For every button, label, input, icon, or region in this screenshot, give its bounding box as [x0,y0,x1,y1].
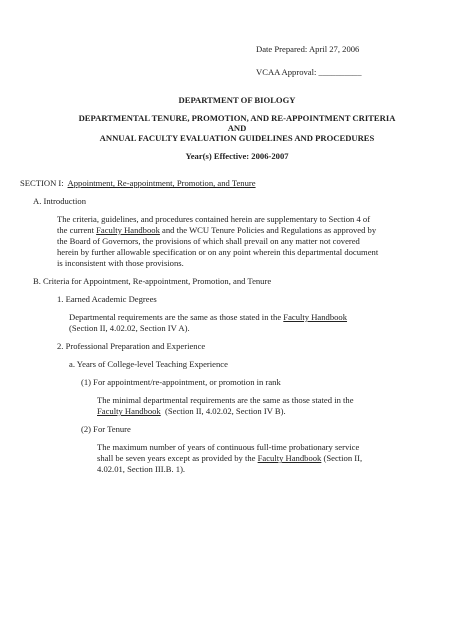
degrees-para-line2: (Section II, 4.02.02, Section IV A). [69,323,190,333]
tenure-text: (Section II, [321,453,363,463]
criteria-heading: B. Criteria for Appointment, Re-appointment, Promotion, and Tenure [33,276,272,286]
intro-para-line5: is inconsistent with those provisions. [57,258,184,268]
appointment-para-line2 [97,406,286,417]
faculty-handbook-ref: Faculty Handbook [283,312,348,322]
section-label: SECTION I: [20,178,68,188]
appointment-text: (Section II, 4.02.02, Section IV B). [160,406,286,416]
intro-para-line2 [57,225,376,236]
faculty-handbook-ref: Faculty Handbook [96,225,160,235]
tenure-para-line1: The maximum number of years of continuous full-time probationary service [97,442,360,452]
intro-para-line4: herein by further allowable specification or on any point wherein this departmental document [57,247,379,257]
intro-para-line1: The criteria, guidelines, and procedures contained herein are supplementary to Section 4 of [57,214,371,224]
tenure-text: shall be seven years except as provided by the [97,453,258,463]
preparation-heading: 2. Professional Preparation and Experience [57,341,206,351]
document-title-line3: ANNUAL FACULTY EVALUATION GUIDELINES AND PROCEDURES [99,133,375,143]
intro-para-line3: the Board of Governors, the provisions of which shall prevail on any matter not covered [57,236,360,246]
degrees-heading: 1. Earned Academic Degrees [57,294,157,304]
teaching-experience-heading: a. Years of College-level Teaching Experience [69,359,228,369]
appointment-para-line1: The minimal departmental requirements are the same as those stated in the [97,395,354,405]
degrees-para-line1 [69,312,347,323]
faculty-handbook-ref: Faculty Handbook [97,406,161,416]
tenure-para-line3: 4.02.01, Section III.B. 1). [97,464,186,474]
intro-text: and the WCU Tenure Policies and Regulations as approved by [159,225,377,235]
document-title-line2: AND [227,123,247,133]
document-title-line1: DEPARTMENTAL TENURE, PROMOTION, AND RE-APPOINTMENT CRITERIA [78,113,396,123]
intro-text: the current [57,225,97,235]
faculty-handbook-ref: Faculty Handbook [257,453,322,463]
appointment-subheading: (1) For appointment/re-appointment, or promotion in rank [81,377,281,387]
department-title: DEPARTMENT OF BIOLOGY [178,95,296,105]
vcaa-approval: VCAA Approval: __________ [256,67,362,77]
section-name: Appointment, Re-appointment, Promotion, and Tenure [67,178,256,188]
date-prepared: Date Prepared: April 27, 2006 [256,44,360,54]
tenure-subheading: (2) For Tenure [81,424,131,434]
tenure-para-line2 [97,453,362,464]
degrees-text: Departmental requirements are the same as those stated in the [69,312,284,322]
year-effective: Year(s) Effective: 2006-2007 [185,151,289,161]
intro-heading: A. Introduction [33,196,86,206]
section-heading [20,178,256,189]
